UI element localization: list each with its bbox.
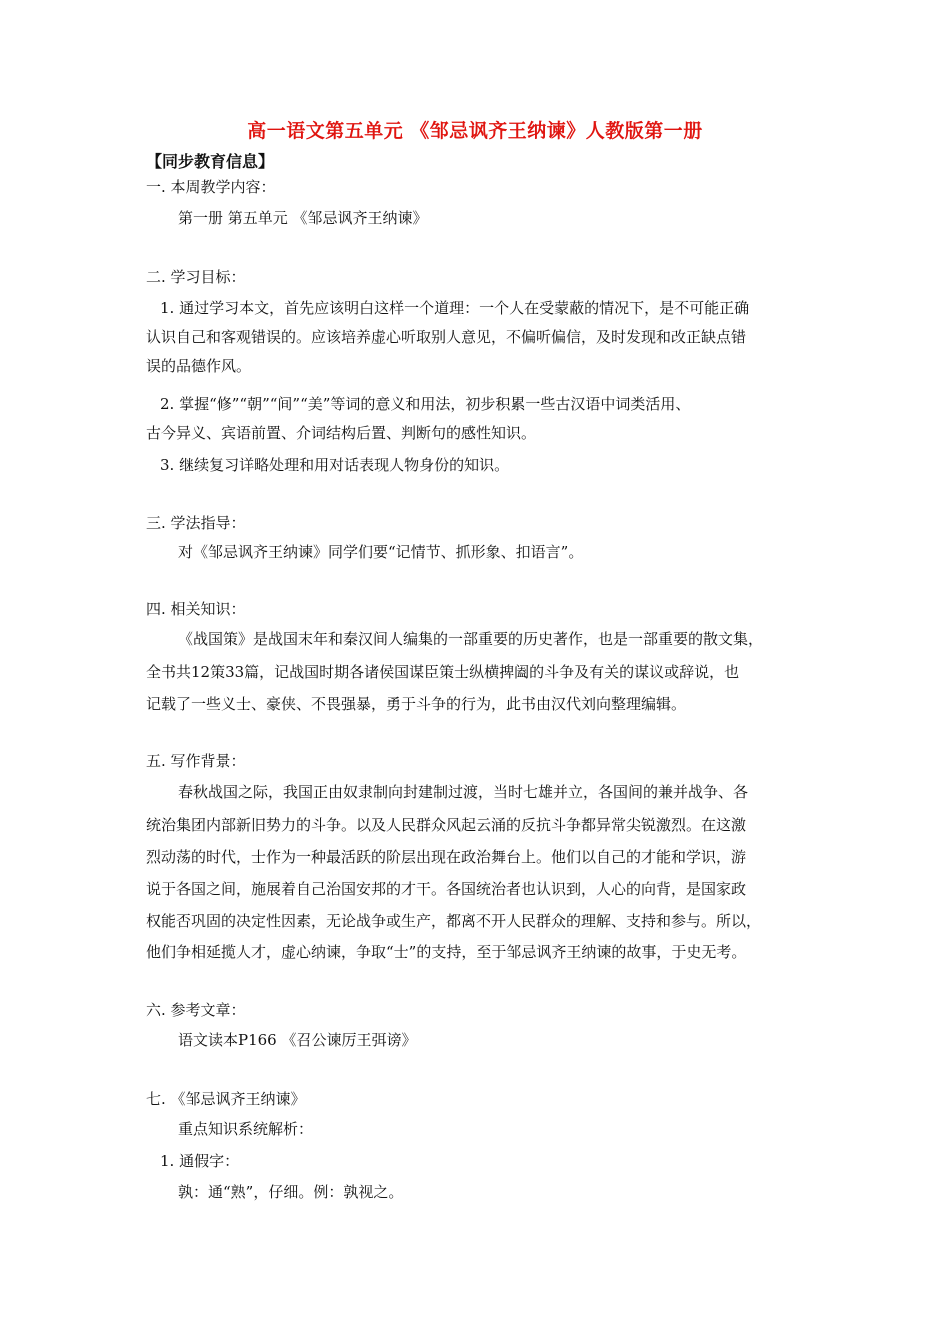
objective-3-line-1: 3. 继续复习详略处理和用对话表现人物身份的知识。 — [160, 456, 510, 474]
info-header: 【同步教育信息】 — [146, 152, 275, 171]
section-4-line-1: 《战国策》是战国末年和秦汉间人编集的一部重要的历史著作，也是一部重要的散文集， — [178, 630, 764, 648]
section-4-line-2: 全书共12策33篇，记战国时期各诸侯国谋臣策士纵横捭阖的斗争及有关的谋议或辞说，也 — [146, 663, 740, 681]
section-5-line-2: 统治集团内部新旧势力的斗争。以及人民群众风起云涌的反抗斗争都异常尖锐激烈。在这激 — [146, 816, 747, 834]
section-1-content: 第一册 第五单元 《邹忌讽齐王纳谏》 — [178, 209, 428, 227]
section-5-line-5: 权能否巩固的决定性因素，无论战争或生产，都离不开人民群众的理解、支持和参与。所以， — [146, 912, 762, 930]
objective-2-line-2: 古今异义、宾语前置、介词结构后置、判断句的感性知识。 — [146, 424, 537, 442]
section-5-line-4: 说于各国之间，施展着自己治国安邦的才干。各国统治者也认识到，人心的向背，是国家政 — [146, 880, 747, 898]
objective-1-line-2: 认识自己和客观错误的。应该培养虚心听取别人意见，不偏听偏信，及时发现和改正缺点错 — [146, 328, 747, 346]
section-6-heading: 六. 参考文章： — [146, 1001, 246, 1019]
section-5-line-3: 烈动荡的时代，士作为一种最活跃的阶层出现在政治舞台上。他们以自己的才能和学识，游 — [146, 848, 747, 866]
section-1-heading: 一. 本周教学内容： — [146, 178, 276, 196]
section-4-line-3: 记载了一些义士、豪侠、不畏强暴，勇于斗争的行为，此书由汉代刘向整理编辑。 — [146, 695, 687, 713]
section-7-subheading: 重点知识系统解析： — [178, 1120, 314, 1138]
objective-1-line-3: 误的品德作风。 — [146, 357, 252, 375]
section-7-item-1: 1. 通假字： — [160, 1152, 240, 1170]
section-5-heading: 五. 写作背景： — [146, 752, 246, 770]
document-title: 高一语文第五单元 《邹忌讽齐王纳谏》人教版第一册 — [247, 120, 703, 142]
section-2-heading: 二. 学习目标： — [146, 268, 246, 286]
section-3-content: 对《邹忌讽齐王纳谏》同学们要“记情节、抓形象、扣语言”。 — [178, 543, 584, 561]
section-5-line-1: 春秋战国之际，我国正由奴隶制向封建制过渡，当时七雄并立，各国间的兼并战争、各 — [178, 783, 749, 801]
section-7-heading: 七. 《邹忌讽齐王纳谏》 — [146, 1090, 306, 1108]
section-3-heading: 三. 学法指导： — [146, 514, 246, 532]
section-7-item-1-content: 孰：通“熟”，仔细。例：孰视之。 — [178, 1183, 404, 1201]
section-5-line-6: 他们争相延揽人才，虚心纳谏，争取“士”的支持，至于邹忌讽齐王纳谏的故事，于史无考。 — [146, 943, 747, 961]
section-6-content: 语文读本P166 《召公谏厉王弭谤》 — [178, 1031, 417, 1049]
objective-2-line-1: 2. 掌握“修”“朝”“间”“美”等词的意义和用法，初步积累一些古汉语中词类活用、 — [160, 395, 691, 413]
section-4-heading: 四. 相关知识： — [146, 600, 246, 618]
objective-1-line-1: 1. 通过学习本文，首先应该明白这样一个道理：一个人在受蒙蔽的情况下，是不可能正确 — [160, 299, 750, 317]
